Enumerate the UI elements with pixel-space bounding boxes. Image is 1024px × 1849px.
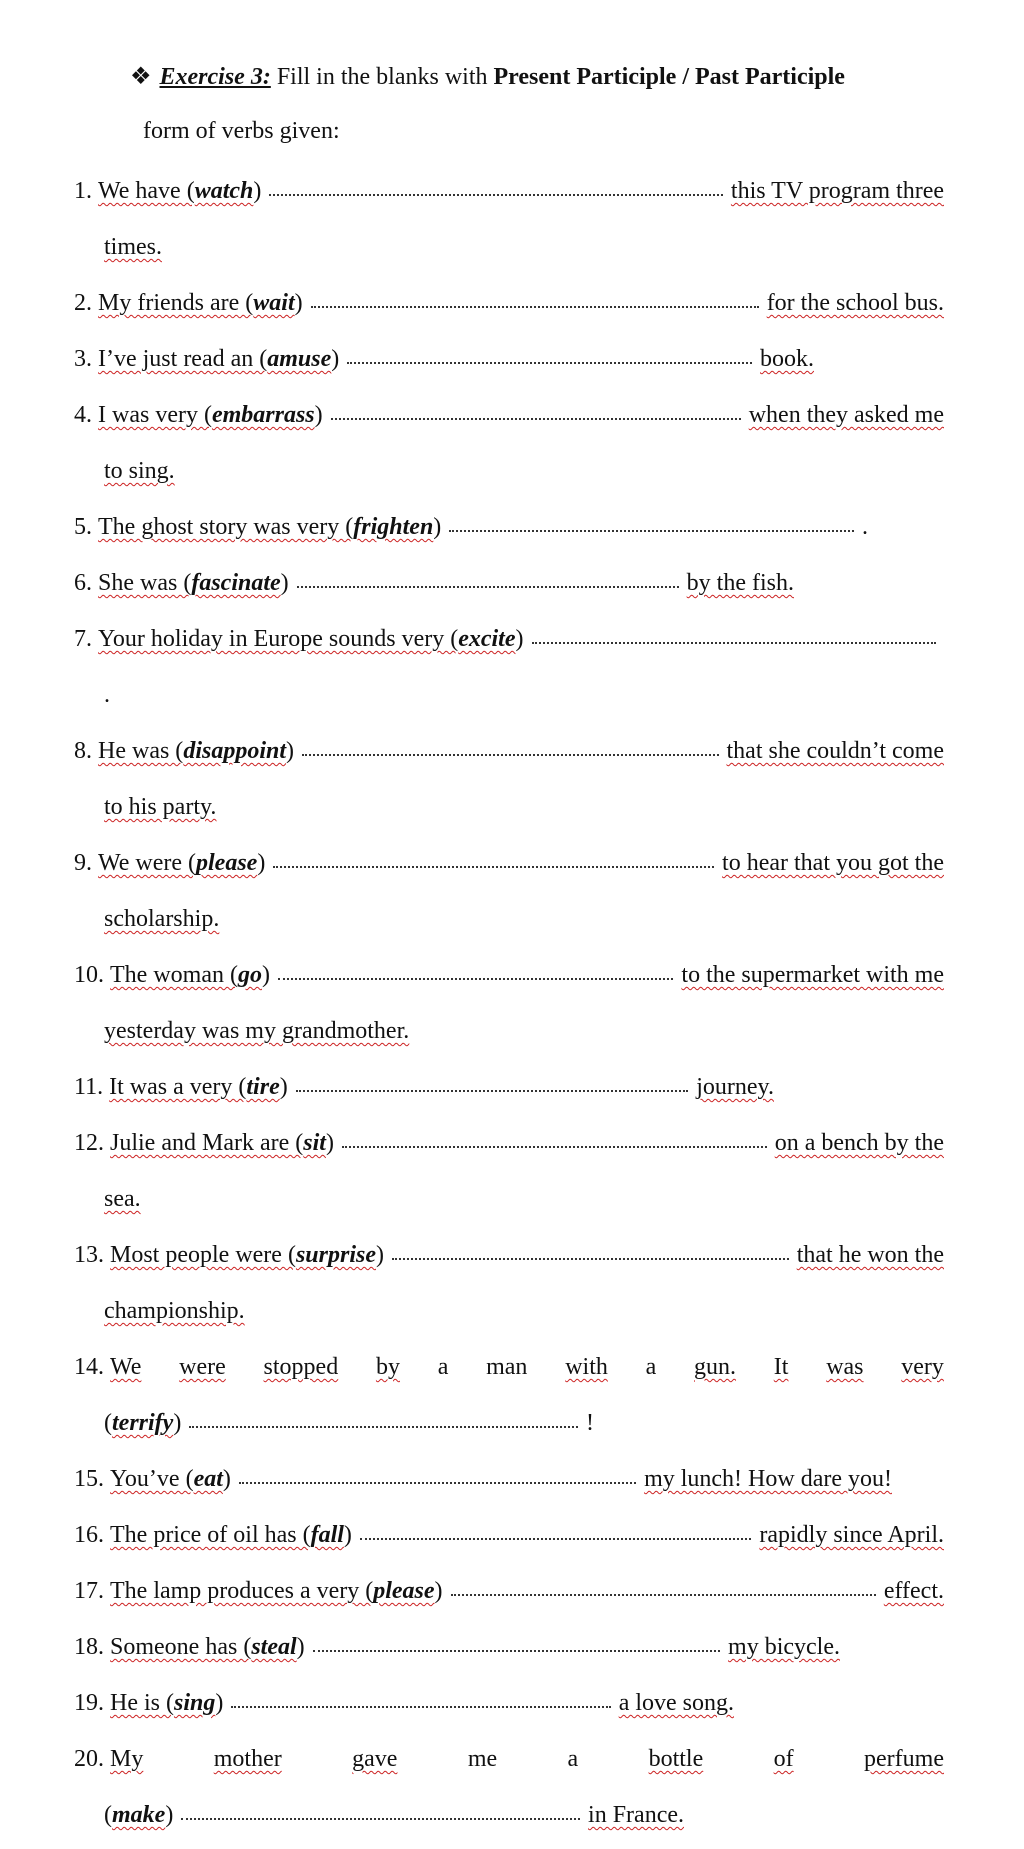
- answer-blank-18[interactable]: [313, 1640, 720, 1652]
- diamond-bullet-icon: ❖: [130, 64, 152, 90]
- exercise-item-13-cont: championship.: [104, 1298, 245, 1324]
- exercise-label: Exercise 3:: [159, 64, 271, 90]
- answer-blank-11[interactable]: [296, 1080, 689, 1092]
- exercise-item-9-cont: scholarship.: [104, 906, 220, 932]
- answer-blank-15[interactable]: [239, 1472, 636, 1484]
- answer-blank-16[interactable]: [360, 1528, 751, 1540]
- exercise-item-19: 19. He is ( sing ) a love song.: [74, 1690, 734, 1716]
- title-text-a: Fill in the blanks with: [270, 64, 494, 90]
- exercise-item-11: 11. It was a very ( tire ) journey.: [74, 1074, 774, 1100]
- exercise-title: [130, 62, 845, 91]
- exercise-item-7-cont: .: [104, 682, 110, 708]
- answer-blank-19[interactable]: [231, 1696, 610, 1708]
- exercise-item-20: 20. My mother gave me a bottle of perfume: [74, 1742, 944, 1776]
- exercise-item-2: 2. My friends are ( wait ) for the school bus.: [74, 290, 944, 316]
- item-14-words: We were stopped by a man with a gun. It was very: [110, 1354, 944, 1380]
- exercise-item-14: 14. We were stopped by a man with a gun. It was very: [74, 1350, 944, 1384]
- exercise-item-13: 13. Most people were ( surprise ) that he won the: [74, 1242, 944, 1268]
- answer-blank-7[interactable]: [532, 632, 937, 644]
- exercise-item-4-cont: to sing.: [104, 458, 175, 484]
- exercise-item-6: 6. She was ( fascinate ) by the fish.: [74, 570, 794, 596]
- exercise-item-7: 7. Your holiday in Europe sounds very ( excite ): [74, 622, 944, 656]
- answer-blank-12[interactable]: [342, 1136, 767, 1148]
- exercise-subtitle: form of verbs given:: [143, 118, 340, 144]
- answer-blank-14[interactable]: [189, 1416, 578, 1428]
- exercise-item-1-cont: times.: [104, 234, 162, 260]
- answer-blank-9[interactable]: [273, 856, 714, 868]
- answer-blank-8[interactable]: [302, 744, 718, 756]
- exercise-item-14-cont: ( terrify ) !: [104, 1410, 594, 1436]
- answer-blank-20[interactable]: [181, 1808, 580, 1820]
- answer-blank-6[interactable]: [297, 576, 679, 588]
- exercise-item-12: 12. Julie and Mark are ( sit ) on a bench by the: [74, 1130, 944, 1156]
- exercise-item-8: 8. He was ( disappoint ) that she couldn’t come: [74, 738, 944, 764]
- exercise-item-16: 16. The price of oil has ( fall ) rapidly since April.: [74, 1522, 944, 1548]
- exercise-item-18: 18. Someone has ( steal ) my bicycle.: [74, 1634, 840, 1660]
- exercise-item-17: 17. The lamp produces a very ( please ) effect.: [74, 1578, 944, 1604]
- exercise-item-10: 10. The woman ( go ) to the supermarket with me: [74, 962, 944, 988]
- answer-blank-5[interactable]: [449, 520, 854, 532]
- answer-blank-1[interactable]: [269, 184, 723, 196]
- exercise-item-1: 1. We have ( watch ) this TV program three: [74, 178, 944, 204]
- answer-blank-4[interactable]: [331, 408, 741, 420]
- exercise-item-5: 5. The ghost story was very ( frighten ) .: [74, 514, 868, 540]
- exercise-item-12-cont: sea.: [104, 1186, 141, 1212]
- item-20-words: My mother gave me a bottle of perfume: [110, 1746, 944, 1772]
- exercise-item-3: 3. I’ve just read an ( amuse ) book.: [74, 346, 814, 372]
- answer-blank-10[interactable]: [278, 968, 673, 980]
- exercise-item-9: 9. We were ( please ) to hear that you got the: [74, 850, 944, 876]
- exercise-item-20-cont: ( make ) in France.: [104, 1802, 684, 1828]
- exercise-item-8-cont: to his party.: [104, 794, 217, 820]
- answer-blank-2[interactable]: [311, 296, 759, 308]
- answer-blank-3[interactable]: [347, 352, 752, 364]
- answer-blank-17[interactable]: [451, 1584, 876, 1596]
- exercise-item-10-cont: yesterday was my grandmother.: [104, 1018, 410, 1044]
- exercise-item-4: 4. I was very ( embarrass ) when they asked me: [74, 402, 944, 428]
- exercise-item-15: 15. You’ve ( eat ) my lunch! How dare you!: [74, 1466, 892, 1492]
- title-text-b: Present Participle / Past Participle: [493, 64, 845, 90]
- answer-blank-13[interactable]: [392, 1248, 789, 1260]
